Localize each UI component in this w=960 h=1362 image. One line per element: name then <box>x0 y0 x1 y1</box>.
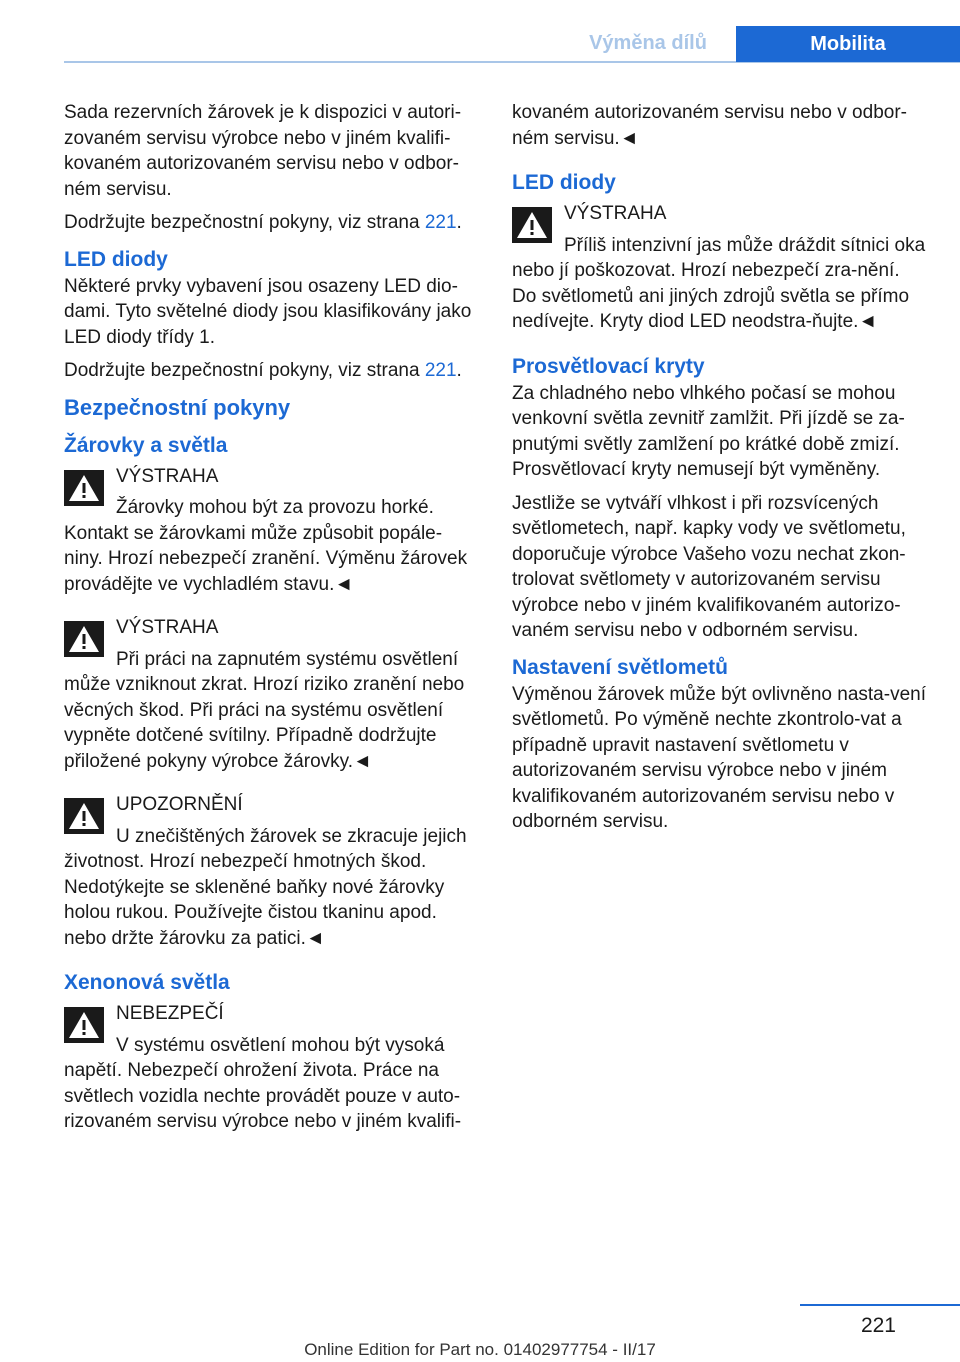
warning-icon <box>64 621 104 657</box>
page-link[interactable]: 221 <box>424 360 457 381</box>
heading-light-covers: Prosvětlovací kryty <box>512 354 705 378</box>
warning-text: Při práci na zapnutém systému osvětlení může vzniknout zkrat. Hrozí riziko zranění nebo věcných škod. Při práci na systému osvětlení vypněte dotčené svítilny. Případně dodržujte přiložené pokyny výrobce žárovky.◄ <box>64 648 465 772</box>
danger-block <box>64 1001 480 1135</box>
page-number: 221 <box>860 1314 896 1337</box>
heading-headlight-adjustment: Nastavení světlometů <box>512 655 728 679</box>
warning-label: VÝSTRAHA <box>116 465 219 487</box>
warning-label: VÝSTRAHA <box>116 617 219 638</box>
heading-bulbs-and-lights: Žárovky a světla <box>64 433 228 457</box>
notice-text: U znečištěných žárovek se zkracuje jejich životnost. Hrozí nebezpečí hmotných škod. Nedotýkejte se skleněné baňky nové žárovky holou rukou. Používejte čistou tkaninu apod. nebo držte žárovku za patici.◄ <box>64 825 467 949</box>
danger-label: NEBEZPEČÍ <box>116 1003 224 1024</box>
warning-text: Žárovky mohou být za provozu horké. Kontakt se žárovkami může způsobit popále‐niny. Hrozí nebezpečí zranění. Výměnu žárovek provádějte ve vychladlém stavu.◄ <box>64 497 468 595</box>
warning-icon <box>64 470 104 506</box>
warning-block <box>512 201 928 335</box>
safety-reference-1: Dodržujte bezpečnostní pokyny, viz strana 221. <box>64 212 462 233</box>
footer-rule <box>800 1304 960 1306</box>
notice-block <box>64 792 480 951</box>
safety-reference-2: Dodržujte bezpečnostní pokyny, viz strana 221. <box>64 360 462 381</box>
warning-icon <box>64 798 104 834</box>
covers-paragraph-1: Za chladného nebo vlhkého počasí se mohou venkovní světla zevnitř zamlžit. Při jízdě se za‐pnutými světly zamlžení po krátké době zmizí. Prosvětlovací kryty nemusejí být vyměněny. <box>512 382 905 480</box>
page-link[interactable]: 221 <box>424 212 457 233</box>
spare-bulbs-paragraph: Sada rezervních žárovek je k dispozici v autori‐zovaném servisu výrobce nebo v jiném kvalifi‐kovaném autorizovaném servisu nebo v odbor‐ném servisu. <box>64 102 462 200</box>
continued-paragraph: kovaném autorizovaném servisu nebo v odbor‐ném servisu.◄ <box>512 102 907 149</box>
warning-label: VÝSTRAHA <box>564 203 667 224</box>
warning-block <box>64 615 480 774</box>
edition-footer: Online Edition for Part no. 01402977754 - II/17 <box>304 1340 656 1359</box>
heading-xenon-lights: Xenonová světla <box>64 971 230 994</box>
header-section-current[interactable]: Mobilita <box>736 26 960 62</box>
led-paragraph: Některé prvky vybavení jsou osazeny LED dio‐dami. Tyto světelné diody jsou klasifikovány jako LED diody třídy 1. <box>64 275 472 348</box>
warning-icon <box>64 1007 104 1043</box>
header-section-prev[interactable]: Výměna dílů <box>589 32 707 54</box>
warning-icon <box>512 207 552 243</box>
warning-block <box>64 464 480 598</box>
adjustment-paragraph: Výměnou žárovek může být ovlivněno nasta‐vení světlometů. Po výměně nechte zkontrolo‐vat a případně upravit nastavení světlometu v autorizovaném servisu výrobce nebo v jiném kvalifikovaném autorizovaném servisu nebo v odborném servisu. <box>512 683 926 832</box>
heading-safety-instructions: Bezpečnostní pokyny <box>64 394 291 420</box>
warning-text: Příliš intenzivní jas může dráždit sítnici oka nebo jí poškozovat. Hrozí nebezpečí zra‐nění. Do světlometů ani jiných zdrojů světla se přímo nedívejte. Kryty diod LED neodstra‐ňujte.◄ <box>512 234 926 332</box>
covers-paragraph-2: Jestliže se vytváří vlhkost i při rozsvícených světlometech, např. kapky vody ve světlometu, doporučuje výrobce Vašeho vozu nechat zkon‐trolovat světlomety v autorizovaném servisu výrobce nebo v jiném kvalifikovaném autorizo‐vaném servisu nebo v odborném servisu. <box>512 492 906 641</box>
right-column <box>512 100 928 843</box>
heading-led-diodes-right: LED diody <box>512 171 616 194</box>
danger-text: V systému osvětlení mohou být vysoká napětí. Nebezpečí ohrožení života. Práce na světlech vozidla nechte provádět pouze v auto‐rizovaném servisu výrobce nebo v jiném kvalifi‐ <box>64 1034 462 1132</box>
heading-led-diodes: LED diody <box>64 247 168 271</box>
notice-label: UPOZORNĚNÍ <box>116 794 243 815</box>
left-column <box>64 100 480 1147</box>
